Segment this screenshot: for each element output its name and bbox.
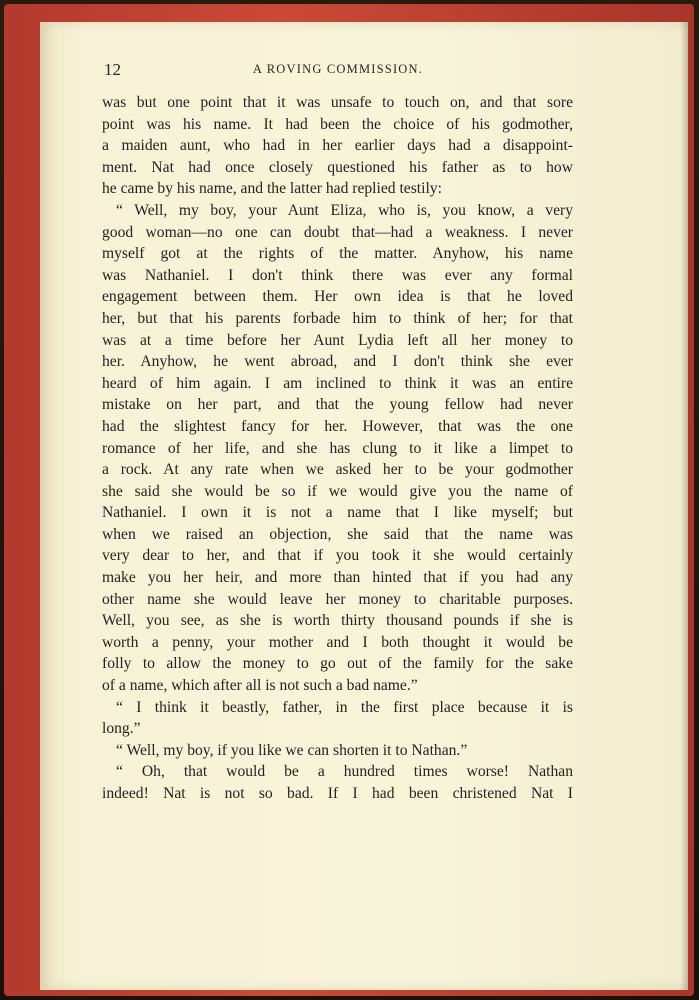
text-line: of a name, which after all is not such a bad name.” — [102, 677, 418, 695]
text-line: myself got at the rights of the matter. Anyhow, his name — [102, 245, 573, 263]
running-head: A ROVING COMMISSION. — [252, 62, 424, 76]
text-line: a maiden aunt, who had in her earlier days had a disappoint- — [102, 137, 573, 155]
text-line: engagement between them. Her own idea is that he loved — [102, 288, 573, 306]
body-text — [102, 92, 573, 805]
text-line: her. Anyhow, he went abroad, and I don't think she ever — [102, 353, 573, 371]
text-line: “ I think it beastly, father, in the first place because it is — [116, 698, 573, 716]
text-line: “ Well, my boy, if you like we can shorten it to Nathan.” — [116, 741, 468, 759]
text-line: very dear to her, and that if you took it she would certainly — [102, 547, 573, 565]
text-line: good woman—no one can doubt that—had a weakness. I never — [102, 223, 573, 241]
text-line: was Nathaniel. I don't think there was ever any formal — [102, 266, 573, 284]
text-line: folly to allow the money to go out of the family for the sake — [102, 655, 573, 673]
page-number: 12 — [104, 60, 121, 79]
text-line: had the slightest fancy for her. However, that was the one — [102, 417, 573, 435]
text-line: long.” — [102, 720, 141, 738]
text-line: a rock. At any rate when we asked her to be your godmother — [102, 461, 573, 479]
page-edge-shadow — [680, 22, 688, 990]
text-line: make you her heir, and more than hinted that if you had any — [102, 569, 573, 587]
text-line: point was his name. It had been the choice of his godmother, — [102, 115, 573, 133]
text-line: was but one point that it was unsafe to touch on, and that sore — [102, 94, 573, 111]
text-line: other name she would leave her money to charitable purposes. — [102, 590, 573, 608]
text-line: he came by his name, and the latter had replied testily: — [102, 180, 442, 198]
text-line: romance of her life, and she has clung to it like a limpet to — [102, 439, 573, 457]
text-line: heard of him again. I am inclined to think it was an entire — [102, 374, 573, 392]
text-line: mistake on her part, and that the young fellow had never — [102, 396, 573, 414]
text-line: Well, you see, as she is worth thirty thousand pounds if she is — [102, 612, 573, 630]
text-line: indeed! Nat is not so bad. If I had been christened Nat I — [102, 785, 573, 802]
text-line: worth a penny, your mother and I both thought it would be — [102, 633, 573, 651]
text-line: “ Well, my boy, your Aunt Eliza, who is, you know, a very — [116, 201, 573, 219]
text-line: was at a time before her Aunt Lydia left all her money to — [102, 331, 573, 349]
text-line: Nathaniel. I own it is not a name that I like myself; but — [102, 504, 573, 522]
text-line: ment. Nat had once closely questioned his father as to how — [102, 158, 573, 176]
text-line: her, but that his parents forbade him to think of her; for that — [102, 309, 573, 327]
text-line: when we raised an objection, she said that the name was — [102, 525, 573, 543]
text-line: “ Oh, that would be a hundred times worse! Nathan — [116, 763, 573, 781]
text-line: she said she would be so if we would give you the name of — [102, 482, 573, 500]
